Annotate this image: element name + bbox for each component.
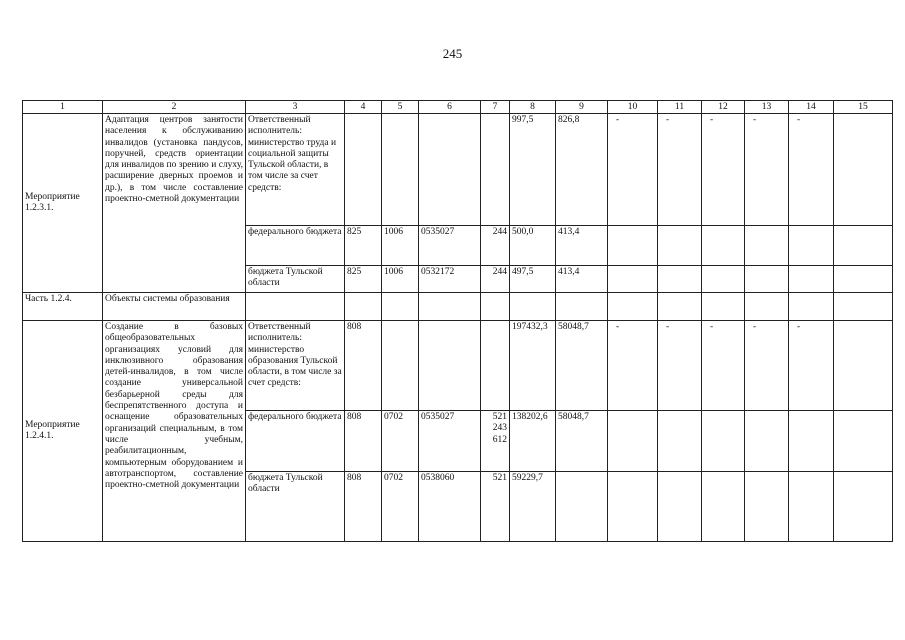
table-cell: 825 [345,266,382,293]
table-cell [834,226,893,266]
table-cell: - [658,321,702,411]
table-cell: 808 [345,411,382,472]
table-cell [702,411,745,472]
table-cell [419,293,481,321]
table-cell: 1006 [382,226,419,266]
table-cell [382,321,419,411]
column-header: 9 [556,101,608,114]
table-cell [658,472,702,542]
table-cell [745,472,789,542]
table-cell: - [702,114,745,226]
table-cell: 413,4 [556,266,608,293]
executor-cell: Ответственный исполнитель: министерство образования Тульской области, в том числе за счет средств: [246,321,345,411]
column-header: 7 [481,101,510,114]
table-cell [481,293,510,321]
table-cell [345,293,382,321]
table-cell [608,266,658,293]
table-cell: 808 [345,321,382,411]
table-cell [789,226,834,266]
table-cell: - [745,114,789,226]
table-cell: 58048,7 [556,411,608,472]
part-row [23,293,893,321]
measure-description: Адаптация центров занятости населения к обслуживанию инвалидов (установка пандусов, поручней, средств ориентации для инвалидов по зрению и слуху, расширение дверных проемов и др.), в том числе составление проектно-сметной документации [103,114,246,293]
column-header: 8 [510,101,556,114]
table-cell: 0535027 [419,226,481,266]
table-cell [419,321,481,411]
table-cell: 826,8 [556,114,608,226]
table-cell [702,226,745,266]
table-cell [658,411,702,472]
table-cell: 0538060 [419,472,481,542]
table-cell: 1006 [382,266,419,293]
column-header-row [23,101,893,114]
table-cell [745,293,789,321]
table-row [23,114,893,226]
table-cell: 521 [481,472,510,542]
table-cell [510,293,556,321]
table-cell: - [702,321,745,411]
table-cell: - [608,114,658,226]
table-cell: 0702 [382,411,419,472]
table-cell [382,114,419,226]
table-cell: 808 [345,472,382,542]
column-header: 4 [345,101,382,114]
column-header: 6 [419,101,481,114]
table-cell [834,321,893,411]
table-cell [834,472,893,542]
table-cell: 521 243 612 [481,411,510,472]
table-cell [658,266,702,293]
table-cell: 244 [481,226,510,266]
table-cell: 413,4 [556,226,608,266]
table-cell: 0532172 [419,266,481,293]
table-cell [481,114,510,226]
table-cell: - [789,321,834,411]
executor-cell: федерального бюджета [246,226,345,266]
table-cell: 0702 [382,472,419,542]
table-cell [702,472,745,542]
table-cell [745,411,789,472]
column-header: 2 [103,101,246,114]
table-cell [556,293,608,321]
executor-cell: бюджета Тульской области [246,266,345,293]
table-row [23,321,893,411]
table-cell [745,266,789,293]
table-cell: 244 [481,266,510,293]
column-header: 5 [382,101,419,114]
table-cell: 825 [345,226,382,266]
table-cell: 59229,7 [510,472,556,542]
table-cell [345,114,382,226]
column-header: 11 [658,101,702,114]
table-cell [789,266,834,293]
table-cell: 197432,3 [510,321,556,411]
table-cell [702,293,745,321]
table-cell [834,293,893,321]
table-cell: - [789,114,834,226]
table-cell [789,411,834,472]
table-cell [745,226,789,266]
table-cell [246,293,345,321]
table-cell: 0535027 [419,411,481,472]
column-header: 10 [608,101,658,114]
table-cell: 497,5 [510,266,556,293]
table-cell [608,226,658,266]
table-cell [658,226,702,266]
table-cell: - [745,321,789,411]
table-cell: 500,0 [510,226,556,266]
executor-cell: бюджета Тульской области [246,472,345,542]
table-cell [419,114,481,226]
part-label: Часть 1.2.4. [23,293,103,321]
column-header: 3 [246,101,345,114]
column-header: 13 [745,101,789,114]
column-header: 15 [834,101,893,114]
table-cell: - [658,114,702,226]
page-number: 245 [442,46,463,61]
table-cell [382,293,419,321]
executor-cell: федерального бюджета [246,411,345,472]
column-header: 1 [23,101,103,114]
measure-label: Мероприятие 1.2.4.1. [23,321,103,542]
measure-description: Создание в базовых общеобразовательных организациях условий для инклюзивного образования детей-инвалидов, в том числе создание универсальной безбарьерной среды для беспрепятственного доступа и оснащение образовательных организаций специальным, в том числе учебным, реабилитационным, компьютерным оборудованием и автотранспортом, составление проектно-сметной документации [103,321,246,542]
part-title: Объекты системы образования [103,293,246,321]
table-cell [608,411,658,472]
table-cell [481,321,510,411]
executor-cell: Ответственный исполнитель: министерство труда и социальной защиты Тульской области, в том числе за счет средств: [246,114,345,226]
column-header: 14 [789,101,834,114]
table-cell: 997,5 [510,114,556,226]
table-cell [556,472,608,542]
table-cell: 138202,6 [510,411,556,472]
table-cell [608,293,658,321]
table-cell [834,114,893,226]
column-header: 12 [702,101,745,114]
table-cell [658,293,702,321]
table-cell: - [608,321,658,411]
budget-table [22,100,893,542]
table-cell: 58048,7 [556,321,608,411]
measure-label: Мероприятие 1.2.3.1. [23,114,103,293]
table-cell [834,266,893,293]
table-cell [789,293,834,321]
table-cell [834,411,893,472]
table-cell [789,472,834,542]
table-cell [608,472,658,542]
table-cell [702,266,745,293]
